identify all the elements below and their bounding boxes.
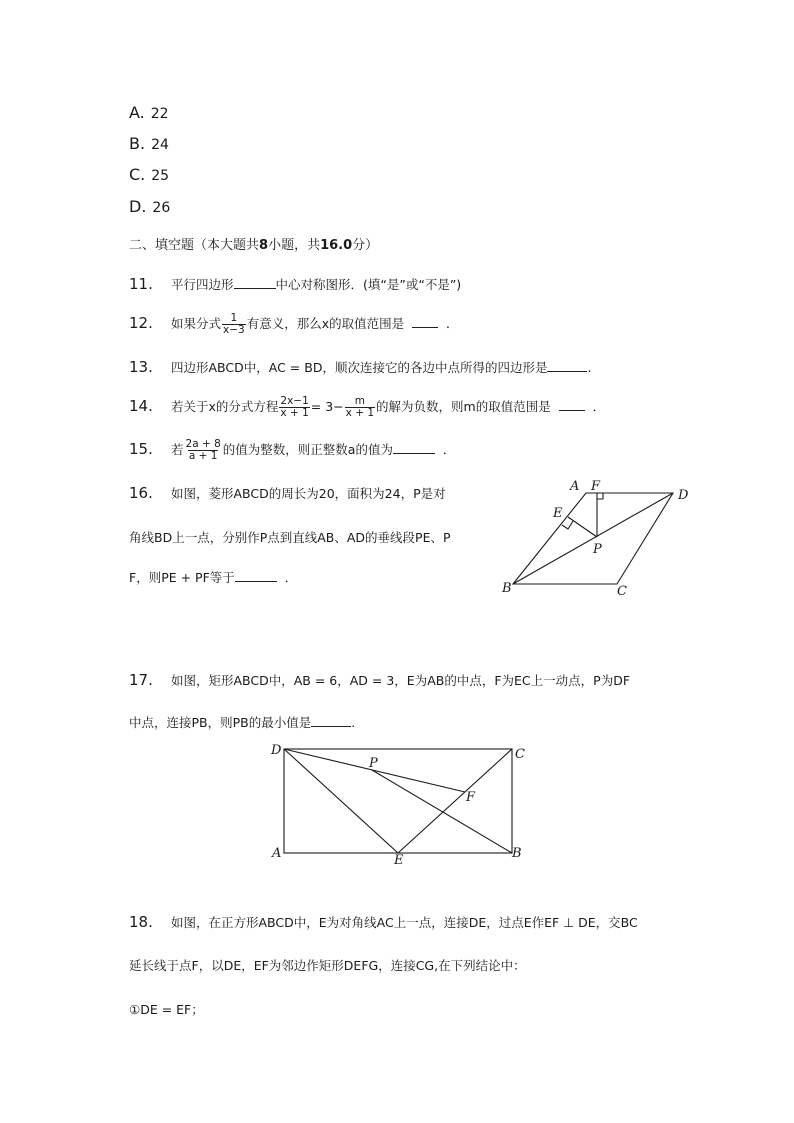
question-text: 中点，连接PB，则PB的最小值是	[129, 715, 312, 730]
label-c: C	[515, 747, 525, 762]
question-number: 13.	[129, 358, 153, 376]
label-f: F	[466, 790, 476, 805]
section-count: 8	[259, 238, 269, 253]
label-b: B	[502, 581, 512, 596]
option-value: 22	[150, 106, 169, 122]
fraction	[222, 313, 246, 336]
question-15	[129, 439, 455, 462]
question-text: 有意义，那么x的取值范围是	[246, 316, 405, 331]
question-text: ①DE = EF；	[129, 1002, 204, 1017]
answer-blank	[412, 326, 438, 328]
question-text: 如图，在正方形ABCD中，E为对角线AC上一点，连接DE，过点E作EF ⊥ DE，交BC	[171, 915, 638, 930]
label-a: A	[272, 846, 282, 861]
answer-blank	[547, 370, 587, 372]
question-end: ．	[284, 570, 298, 585]
segment-ec	[398, 749, 512, 853]
option-d	[129, 197, 170, 216]
question-text: 的解为负数，则m的取值范围是	[376, 399, 551, 414]
question-number: 17.	[129, 671, 153, 689]
answer-blank	[235, 580, 277, 582]
question-end: ．	[442, 442, 456, 457]
rectangle-figure	[268, 740, 530, 870]
rectangle-outline	[284, 749, 512, 853]
label-p: P	[593, 542, 602, 557]
label-a: A	[570, 479, 580, 494]
diagonal-bd	[513, 493, 673, 584]
question-text: 中心对称图形．(填“是”或“不是”)	[275, 277, 462, 292]
question-18-line-2	[129, 956, 526, 974]
denominator: x + 1	[345, 407, 375, 419]
question-text: 角线BD上一点，分别作P点到直线AB、AD的垂线段PE、P	[129, 530, 451, 545]
question-text: 若	[171, 442, 184, 457]
label-d: D	[678, 488, 689, 503]
option-value: 24	[151, 137, 169, 153]
label-b: B	[512, 846, 522, 861]
question-end: .	[351, 715, 356, 730]
option-value: 25	[151, 168, 170, 184]
option-letter: B.	[129, 134, 146, 153]
section-prefix: 二、填空题（本大题共	[129, 238, 260, 253]
answer-blank	[559, 409, 585, 411]
numerator: 1	[230, 312, 238, 324]
section-score: 16.0	[320, 238, 353, 253]
option-a	[129, 103, 169, 122]
question-number: 18.	[129, 913, 153, 931]
question-number: 11.	[129, 275, 153, 293]
question-13	[129, 358, 591, 376]
question-text: 的值为整数，则正整数a的值为	[222, 442, 393, 457]
option-b	[129, 134, 169, 153]
question-14	[129, 396, 605, 419]
denominator: x + 1	[280, 407, 309, 419]
numerator: 2a + 8	[185, 438, 221, 450]
question-end: ．	[592, 399, 606, 414]
section-heading	[129, 234, 378, 253]
question-16-line-1	[129, 484, 446, 502]
question-text: 如果分式	[171, 316, 222, 331]
question-end: .	[587, 360, 592, 375]
question-text: F，则PE + PF等于	[129, 570, 235, 585]
segment-de	[284, 749, 398, 853]
option-value: 26	[152, 200, 171, 216]
option-letter: C.	[129, 165, 146, 184]
question-text: 如图，矩形ABCD中，AB = 6，AD = 3，E为AB的中点，F为EC上一动点，P为DF	[171, 673, 631, 688]
section-suffix: 分）	[352, 238, 379, 253]
denominator: x−3	[223, 324, 245, 336]
numerator: 2x−1	[280, 395, 309, 407]
question-18-line-1	[129, 913, 638, 931]
denominator: a + 1	[188, 450, 218, 462]
label-e: E	[394, 853, 404, 868]
fraction	[345, 396, 375, 419]
question-text: 若关于x的分式方程	[171, 399, 279, 414]
option-letter: A.	[129, 103, 145, 122]
label-d: D	[271, 743, 282, 758]
question-18-line-3	[129, 1000, 204, 1018]
segment-pe	[568, 517, 597, 537]
equation-middle: = 3−	[310, 399, 344, 414]
question-12	[129, 313, 459, 336]
question-text: 延长线于点F，以DE，EF为邻边作矩形DEFG，连接CG,在下列结论中：	[129, 958, 526, 973]
question-text: 四边形ABCD中，AC = BD，顺次连接它的各边中点所得的四边形是	[171, 360, 548, 375]
segment-pb	[372, 770, 512, 853]
question-number: 12.	[129, 314, 153, 332]
rhombus-figure	[495, 476, 700, 601]
label-c: C	[617, 584, 627, 599]
question-16-line-3	[129, 568, 297, 586]
fraction	[279, 396, 309, 419]
question-number: 14.	[129, 397, 153, 415]
question-17-line-1	[129, 671, 630, 689]
question-end: ．	[446, 316, 459, 331]
numerator: m	[354, 395, 365, 407]
answer-blank	[311, 725, 351, 727]
option-letter: D.	[129, 197, 147, 216]
question-text: 平行四边形	[171, 277, 234, 292]
question-16-line-2	[129, 528, 451, 546]
right-angle-e	[562, 521, 573, 529]
question-number: 16.	[129, 484, 153, 502]
label-p: P	[369, 756, 378, 771]
question-text: 如图，菱形ABCD的周长为20，面积为24，P是对	[171, 486, 446, 501]
answer-blank	[393, 452, 435, 454]
option-c	[129, 165, 169, 184]
label-e: E	[553, 506, 563, 521]
question-11	[129, 275, 461, 293]
fraction	[185, 439, 222, 462]
question-17-line-2	[129, 713, 355, 731]
section-middle: 小题，共	[268, 238, 321, 253]
label-f: F	[591, 479, 601, 494]
answer-blank	[234, 287, 276, 289]
question-number: 15.	[129, 440, 153, 458]
